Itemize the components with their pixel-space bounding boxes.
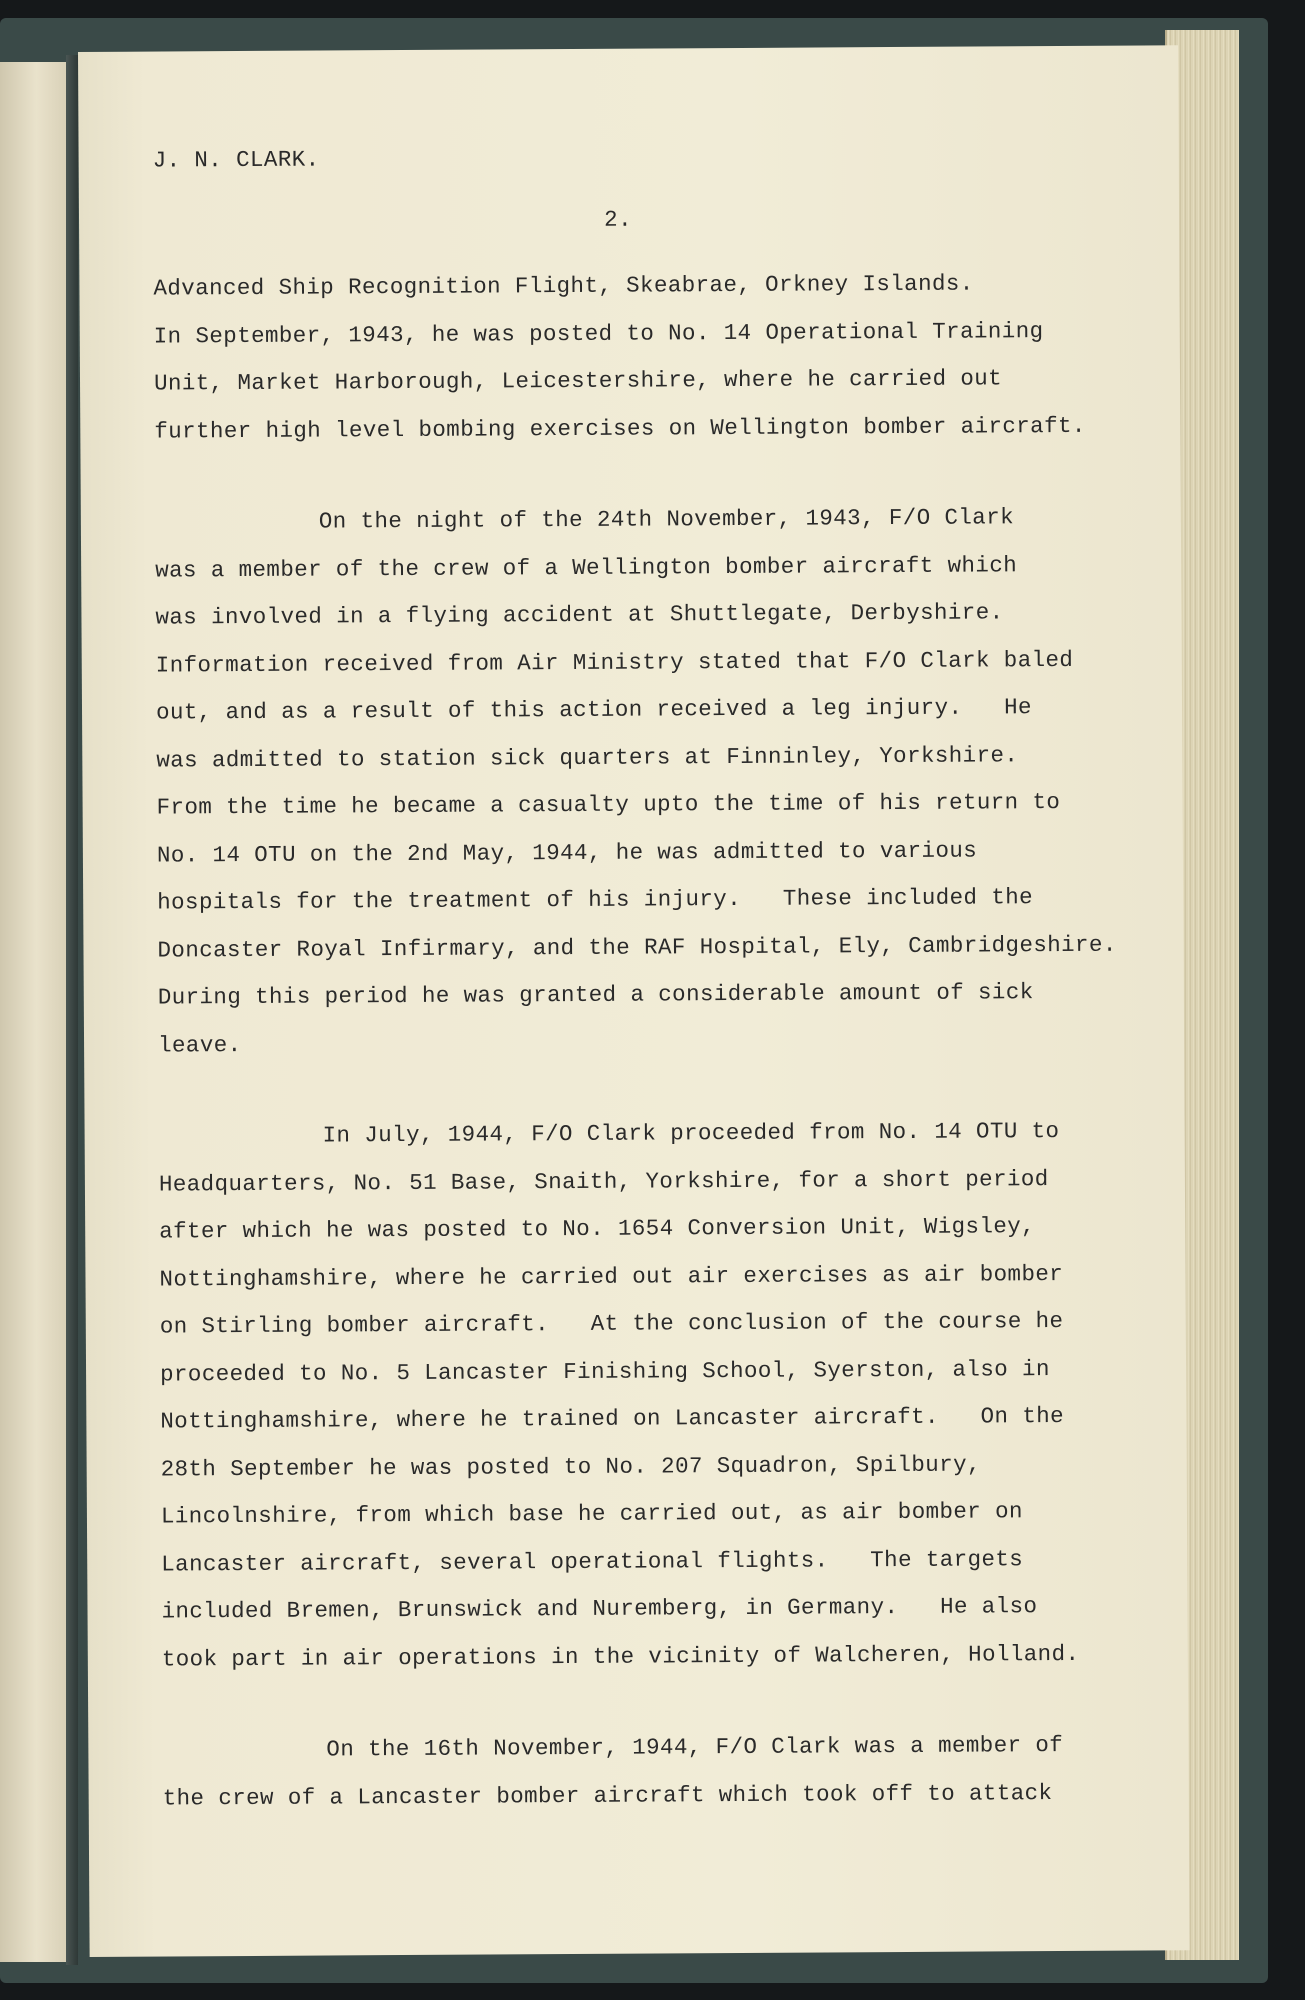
text-line: Nottinghamshire, where he trained on Lancaster aircraft. On the: [160, 1403, 1065, 1435]
text-line: hospitals for the treatment of his injury. These included the: [157, 884, 1034, 916]
text-line: Lancaster aircraft, several operational flights. The targets: [161, 1545, 1024, 1578]
book-gutter: [66, 55, 78, 1965]
text-line: Doncaster Royal Infirmary, and the RAF Hospital, Ely, Cambridgeshire.: [157, 931, 1117, 964]
text-line: was a member of the crew of a Wellington bomber aircraft which: [155, 551, 1018, 584]
text-line: Lincolnshire, from which base he carried out, as air bomber on: [160, 1498, 1023, 1530]
text-line: included Bremen, Brunswick and Nuremberg, in Germany. He also: [161, 1593, 1038, 1625]
text-line: was involved in a flying accident at Shuttlegate, Derbyshire.: [155, 599, 1004, 631]
text-line: took part in air operations in the vicinity of Walcheren, Holland.: [161, 1640, 1080, 1673]
text-line: out, and as a result of this action received a leg injury. He: [155, 694, 1032, 726]
text-line: leave.: [157, 1031, 242, 1059]
text-line: was admitted to station sick quarters at Finninley, Yorkshire.: [156, 741, 1019, 774]
text-line: proceeded to No. 5 Lancaster Finishing School, Syerston, also in: [159, 1355, 1050, 1388]
text-line: the crew of a Lancaster bomber aircraft which took off to attack: [162, 1779, 1053, 1812]
text-line: Headquarters, No. 51 Base, Snaith, Yorkshire, for a short period: [158, 1165, 1049, 1198]
text-line: on Stirling bomber aircraft. At the conclusion of the course he: [159, 1308, 1064, 1340]
left-page-edge: [0, 62, 68, 1962]
text-line: 28th September he was posted to No. 207 Squadron, Spilbury,: [160, 1451, 981, 1483]
document-header: J. N. CLARK.: [152, 146, 320, 174]
text-line: In September, 1943, he was posted to No. 14 Operational Training: [153, 317, 1044, 350]
page-number: 2.: [604, 206, 633, 233]
text-line: On the night of the 24th November, 1943, F/O Clark: [318, 504, 1015, 535]
text-line: after which he was posted to No. 1654 Conversion Unit, Wigsley,: [159, 1213, 1036, 1245]
paragraph: [158, 1107, 1171, 1683]
text-line: Nottinghamshire, where he carried out air exercises as air bomber: [159, 1260, 1064, 1293]
typed-text: [153, 141, 1173, 1866]
paragraph: [155, 493, 1168, 1069]
text-line: During this period he was granted a considerable amount of sick: [157, 979, 1034, 1011]
text-line: Unit, Market Harborough, Leicestershire, where he carried out: [153, 365, 1003, 397]
paragraph: [153, 259, 1164, 455]
text-line: Information received from Air Ministry stated that F/O Clark baled: [155, 646, 1074, 679]
text-line: On the 16th November, 1944, F/O Clark was a member of: [326, 1732, 1064, 1763]
document-page: [78, 45, 1190, 1957]
text-line: In July, 1944, F/O Clark proceeded from No. 14 OTU to: [322, 1118, 1060, 1149]
paragraphs: [153, 259, 1172, 1822]
text-line: From the time he became a casualty upto the time of his return to: [156, 789, 1061, 821]
text-line: No. 14 OTU on the 2nd May, 1944, he was admitted to various: [156, 837, 978, 869]
text-line: further high level bombing exercises on Wellington bomber aircraft.: [154, 412, 1086, 445]
paragraph: [162, 1721, 1173, 1822]
text-line: Advanced Ship Recognition Flight, Skeabrae, Orkney Islands.: [153, 270, 974, 302]
